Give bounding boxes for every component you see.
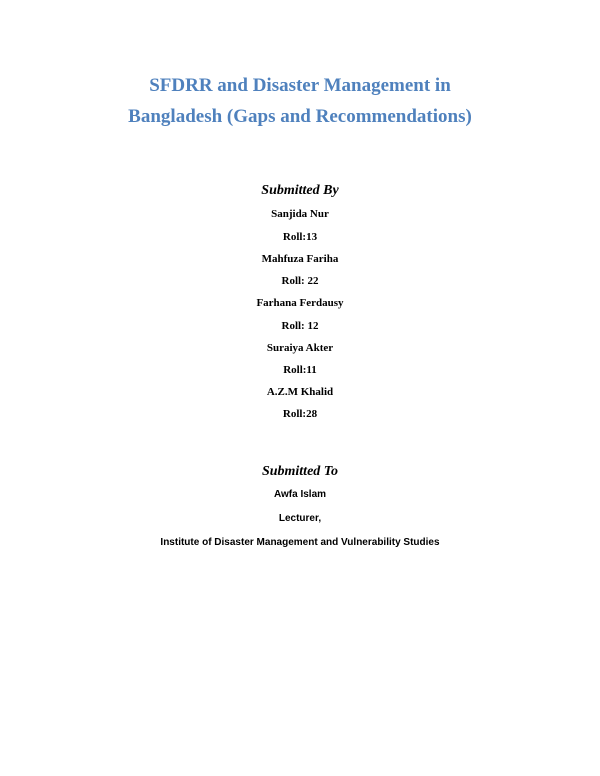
member-roll: Roll:13: [282, 231, 318, 243]
member-roll: Roll: 12: [281, 320, 319, 332]
supervisor-designation: Lecturer,: [278, 513, 322, 524]
member-roll: Roll:28: [282, 408, 318, 420]
institute-name: Institute of Disaster Management and Vulnerability Studies: [160, 537, 440, 548]
member-roll: Roll:11: [283, 364, 317, 376]
member-name: Suraiya Akter: [266, 342, 334, 354]
title-line-2: Bangladesh (Gaps and Recommendations): [128, 106, 472, 127]
member-roll: Roll: 22: [281, 275, 319, 287]
member-name: Sanjida Nur: [271, 208, 329, 220]
member-name: Mahfuza Fariha: [261, 253, 339, 265]
member-name: Farhana Ferdausy: [256, 297, 344, 309]
submitted-to-heading: Submitted To: [261, 464, 339, 479]
title-line-1: SFDRR and Disaster Management in: [149, 75, 451, 96]
submitted-by-heading: Submitted By: [261, 183, 339, 198]
member-name: A.Z.M Khalid: [266, 386, 334, 398]
supervisor-name: Awfa Islam: [273, 489, 327, 500]
